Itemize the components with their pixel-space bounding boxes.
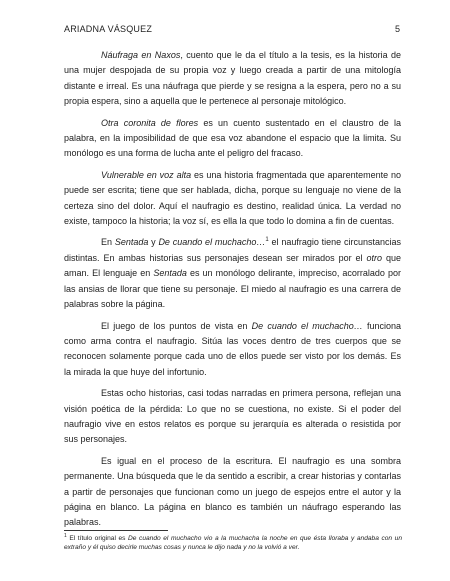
footnote-title: De cuando el muchacho vio a la muchacha la noche en que ésta lloraba y andaba con un extraño y él quiso decirle muchas cosas y nunca le dijo nada y no la volvió a ver. (64, 535, 402, 551)
story-title: Otra coronita de flores (101, 117, 199, 128)
story-title: Sentada (153, 268, 187, 279)
paragraph-text: es una historia fragmentada que aparentemente no puede ser escrita; tiene que ser hablada, dicha, porque su lenguaje no viene de la certeza sino del dolor. Aquí el naufragio es destino, realidad única. La verdad no existe, tampoco la historia; la voz sí, es ella la que todo lo domina a fin de cuentas. (64, 169, 402, 227)
paragraph-text: y (148, 237, 159, 248)
story-title: De cuando el muchacho… (158, 237, 266, 248)
header-author: ARIADNA VÁSQUEZ (64, 24, 153, 34)
story-title: Sentada (114, 237, 149, 248)
story-title: Náufraga en Naxos (101, 50, 181, 60)
paragraph (64, 116, 401, 162)
paragraph-text: Es igual en el proceso de la escritura. El naufragio es una sombra permanente. Una búsqueda que le da sentido a escribir, a crear historias y contarlas a partir de personajes que funcionan como un juego de espejos entre el autor y la página en blanco. La página en blanco es también un náufrago esperando las palabras. (64, 455, 401, 528)
body-text (64, 48, 401, 531)
paragraph (64, 319, 401, 381)
paragraph-text: el naufragio tiene circunstancias distintas. En ambas historias sus personajes desean ser mirados por el (64, 237, 401, 263)
paragraph-text: Estas ocho historias, casi todas narradas en primera persona, reflejan una visión poética de la pérdida: Lo que no se cuestiona, no existe. Si el poder del naufragio vive en estos relatos es porque su jerarquía es alterada o resistida por sus personajes. (64, 388, 401, 445)
story-title: De cuando el muchacho… (251, 320, 363, 331)
footnote-text: El título original es (66, 535, 129, 542)
story-title: Vulnerable en voz alta (101, 169, 192, 180)
paragraph-text: , cuento que le da el título a la tesis, es la historia de una mujer despojada de su propia voz y luego creada a partir de una mitología distante e irreal. Es una náufraga que pierde y se resigna a la espera, pero no a su propia espera, sino a aquella que le pertenece al personaje mitológico. (64, 50, 401, 107)
footnote-marker[interactable]: 1 (265, 237, 269, 244)
paragraph (64, 168, 401, 230)
paragraph (64, 454, 401, 531)
paragraph (64, 386, 401, 448)
paragraph (64, 235, 401, 312)
footnote (64, 532, 402, 552)
footnote-divider (64, 530, 168, 531)
paragraph-text: El juego de los puntos de vista en (101, 320, 252, 331)
paragraph-text: funciona como arma contra el naufragio. Sitúa las voces dentro de tres cuerpos que se reconocen solamente porque cada uno de ellos puede ser visto por los demás. Es la mirada la que huye del infortunio. (64, 320, 402, 377)
paragraph-text: es un monólogo delirante, impreciso, acorralado por las ansias de llorar que tiene su personaje. El miedo al naufragio es una carrera de palabras sobre la página. (64, 268, 402, 310)
paragraph-text: que aman. El lenguaje en (64, 252, 401, 279)
paragraph (64, 48, 401, 110)
footnote-number: 1 (64, 532, 67, 539)
paragraph-text: es un cuento sustentado en el claustro de la palabra, en la imposibilidad de que esa voz abandone el espacio que la limita. Su monólogo es una forma de lucha ante el peligro del fracaso. (64, 117, 401, 159)
page-number: 5 (394, 24, 400, 34)
emphasis: otro (366, 252, 383, 263)
paragraph-text: En (101, 237, 115, 248)
